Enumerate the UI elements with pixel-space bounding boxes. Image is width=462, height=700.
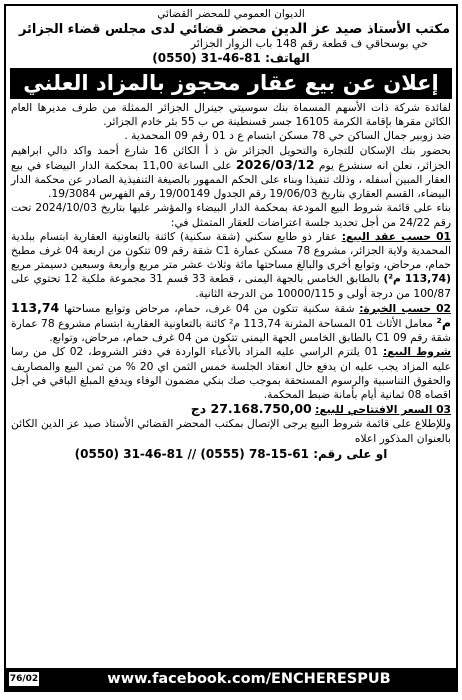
expertise-text-a: شقة سكنية تتكون من 04 غرف، حمام، مرحاض وتوابع مساحتها <box>63 301 355 315</box>
sale-conditions <box>11 345 451 402</box>
announcement-title: إعلان عن بيع عقار محجوز بالمزاد العلني <box>10 68 452 99</box>
debtor-paragraph: ضد زوبير جمال الساكن حي 78 مسكن ابتسام ع د 01 رقم 09 المحمدية . <box>124 129 451 143</box>
conditions-deposit-paragraph: بناء على قائمة شروط البيع المودعة بمحكمة الدار البيضاء والمؤشر عليها بتاريخ 2024/10/03 تحت رقم 24/22 من أجل تحديد جلسة اعتراضات للعقار المتمثل في: <box>11 201 451 229</box>
info-paragraph: وللإطلاع على قائمة شروط البيع يرجى الإتصال بمكتب المحضر القضائي الأستاذ صيد عز الدين الكائن بالعنوان المذكور اعلاه <box>11 417 451 445</box>
sale-notice-b: على الساعة 11,00 بمحكمة الدار البيضاء في بيع العقار المبين أسفله ، وذلك تنفيذا وبناء على الحكم الممهور بالصيغة التنفيذية الصادر عن محكمة الدار البيضاء، القسم العقاري بتاريخ 19/06/03 رقم الجدول 19/00149 رقم الفهرس 19/3084. <box>11 158 451 201</box>
conditions-label: شروط البيع: <box>383 345 451 359</box>
announcement-page <box>4 4 458 692</box>
header <box>6 6 456 65</box>
office-title: الديوان العمومي للمحضر القضائي <box>157 8 305 20</box>
deed-area: (113,74 م²) <box>383 272 451 286</box>
contact-numbers: (0550) 31-46-81 // (0555) 78-15-61 <box>74 446 309 461</box>
reference-number: 76/02 <box>9 674 39 684</box>
contact-prefix: او على رقم: <box>313 446 388 461</box>
price-value: 27.168.750,00 دج <box>190 401 312 417</box>
deed-text-2: بالطابق الخامس بالجهة اليمنى ، قطعة 33 قسم 31 مجموعة ملكية 12 تحتوي على 100/87 من درجة أولى و 10000/115 من الدرجة الثانية. <box>11 272 451 300</box>
footer-bar <box>6 668 456 690</box>
office-address: حي بوسحاقي ف قطعة رقم 148 باب الزوار الجزائر <box>190 37 428 50</box>
expertise-label: 02 حسب الخبرة: <box>359 301 451 315</box>
creditor-paragraph: لفائدة شركة ذات الأسهم المسماة بنك سوسيتي جينرال الجزائر الممثلة من طرف مديرها العام الكائن مقرها بإقامة الكرمة 16105 جسر قسنطينة ص ب 55 بئر خادم الجزائر. <box>11 101 451 129</box>
deed-label: 01 حسب عقد البيع: <box>341 229 451 243</box>
name-prefix: مكتب الأستاذ <box>367 22 450 37</box>
bailiff-name-line <box>6 23 456 36</box>
facebook-link[interactable]: www.facebook.com/ENCHERESPUB <box>107 671 391 687</box>
conditions-text: 01 يلتزم الراسي عليه المزاد بالأعباء الواردة في دفتر الشروط، 02 كل من رسا عليه المزاد يجب عليه ان يدفع حال انعقاد الجلسة خمس الثمن اي 20 % من ثمن البيع والمصاريف والحقوق التناسبية والرسوم المستحقة بموجب صك بنكي مضمون الوفاء ويدفع المبلغ الباقي في أجل اقصاه 08 ثمانية أيام بأمانة ضبط المحكمة. <box>11 345 451 402</box>
bailiff-name: صيد عز الدين <box>271 21 363 37</box>
phone-number: (0550) 31-46-81 <box>152 51 261 65</box>
property-per-deed <box>11 230 451 301</box>
price-label: 03 السعر الافتتاحي للبيع: <box>315 403 451 417</box>
deed-text: عقار ذو طابع سكني (شقة سكنية) كائنة بالتعاونية العقارية ابتسام ببلدية المحمدية ولاية الجزائر، مشروع 78 مسكن عمارة C1 شقة رقم 09 تتكون من اربعة 04 غرف مطبخ حمام، مرحاض، وتوابع أخرى والبالغ مساحتها مائة وثلاث عشر متر مربع وأربعة وسبعين دسيمتر مربع <box>11 229 451 272</box>
opening-price <box>11 402 451 417</box>
sale-notice-paragraph <box>11 144 451 202</box>
sale-date: 2026/03/12 <box>235 156 315 172</box>
phone-label: الهاتف: <box>265 51 310 65</box>
expertise-area: 113,74 م² <box>11 299 451 331</box>
sale-notice-a: بحضور بنك الإسكان للتجارة والتحويل الجزائر ش ذ أ الكائن 16 شارع أحمد واكد دالي ابراهيم الجزائر، نعلن انه سنشرع يوم <box>11 143 452 172</box>
property-per-expertise <box>11 301 451 346</box>
office-phone-line <box>6 52 456 65</box>
name-suffix: محضر قضائي لدى مجلس قضاء الجزائر <box>18 22 267 37</box>
contact-line <box>11 447 451 461</box>
expertise-text-b: معامل الأثاث 01 المساحة المثرنة 113,74 م² كائنة بالتعاونية العقارية ابتسام مشروع 78 عمارة شقة رقم 09 C1 بالطابق الخامس الجهة اليمنى تتكون من 04 غرف حمام، مرحاض، وتوابع. <box>11 317 451 345</box>
announcement-body <box>6 101 456 461</box>
